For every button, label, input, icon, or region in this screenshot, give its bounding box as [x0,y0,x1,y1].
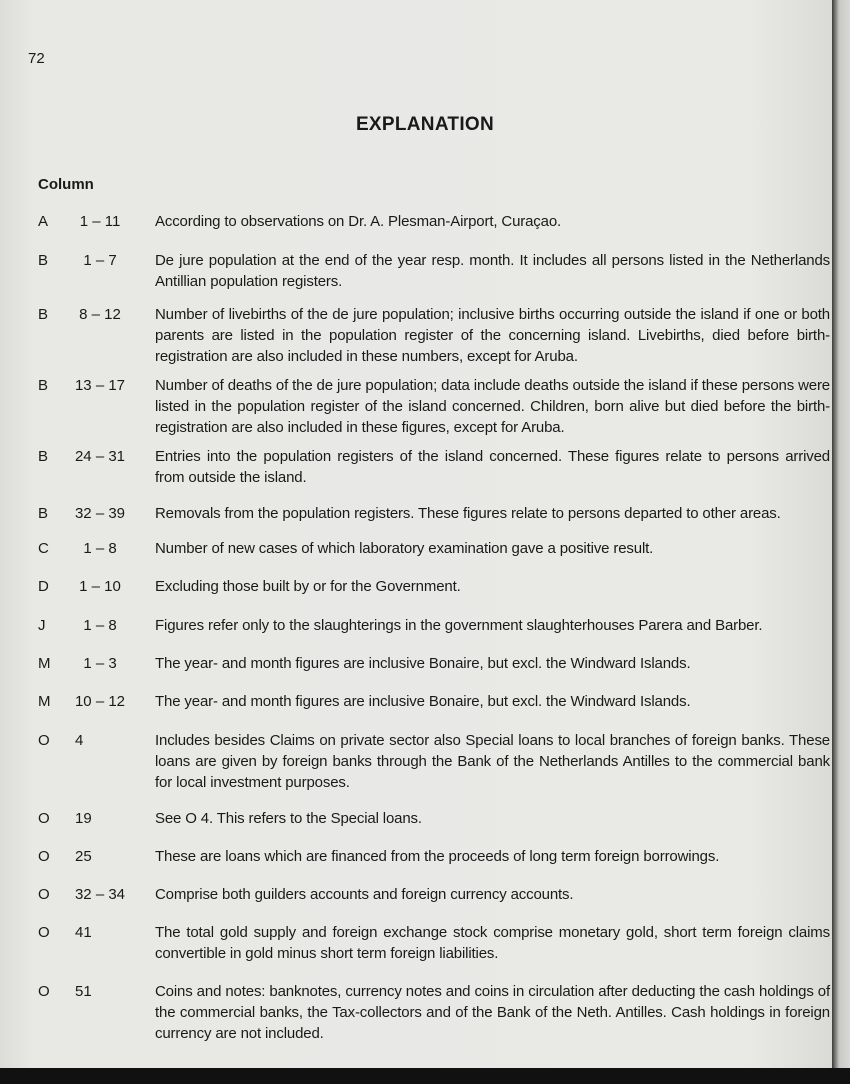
column-range: 1 – 11 [79,213,121,230]
column-range: 32 – 34 [74,886,126,903]
column-letter: O [38,924,50,941]
column-letter: C [38,540,49,557]
column-range: 32 – 39 [74,505,126,522]
column-range: 51 [75,983,92,1000]
explanation-text: The year- and month figures are inclusive Bonaire, but excl. the Windward Islands. [155,655,691,672]
column-letter: B [38,306,49,323]
explanation-text: Number of deaths of the de jure population; data include deaths outside the island if these persons were listed in the population register of the island concerned. Children, born alive but died before the birth-registration are also included in these figures, except for Aruba. [155,377,830,436]
explanation-text: Number of livebirths of the de jure population; inclusive births occurring outside the island if one or both parents are listed in the population register of the concerning island. Livebirths, died before birth-registration are also included in these numbers, except for Aruba. [155,306,830,365]
explanation-text: Number of new cases of which laboratory examination gave a positive result. [155,540,654,557]
column-letter: O [38,810,50,827]
explanation-text: Removals from the population registers. These figures relate to persons departed to other areas. [155,505,781,522]
column-range: 10 – 12 [74,693,126,710]
column-letter: D [38,578,49,595]
column-range: 41 [75,924,92,941]
column-letter: A [38,213,49,230]
column-letter: M [38,655,51,672]
explanation-text: Excluding those built by or for the Government. [155,578,461,595]
scan-border [0,1068,850,1084]
explanation-text: Figures refer only to the slaughterings in the government slaughterhouses Parera and Barber. [155,617,763,634]
column-range: 19 [75,810,92,827]
column-range: 8 – 12 [79,306,121,323]
explanation-text: Entries into the population registers of the island concerned. These figures relate to persons arrived from outside the island. [155,448,830,486]
page-title: EXPLANATION [355,114,495,135]
explanation-text: The total gold supply and foreign exchange stock comprise monetary gold, short term foreign claims convertible in gold minus short term foreign liabilities. [155,924,830,962]
column-letter: O [38,848,50,865]
column-letter: B [38,252,49,269]
column-letter: O [38,732,50,749]
column-letter: M [38,693,51,710]
page-number: 72 [28,50,45,67]
column-letter: O [38,983,50,1000]
column-range: 4 [75,732,84,749]
column-range: 1 – 8 [83,617,117,634]
column-range: 1 – 3 [83,655,117,672]
column-range: 25 [75,848,92,865]
column-range: 1 – 7 [83,252,117,269]
column-range: 24 – 31 [74,448,126,465]
column-range: 1 – 8 [83,540,117,557]
column-header: Column [38,176,94,193]
column-letter: B [38,448,49,465]
next-page-edge [832,0,850,1068]
explanation-text: Comprise both guilders accounts and foreign currency accounts. [155,886,574,903]
column-range: 1 – 10 [79,578,121,595]
explanation-text: According to observations on Dr. A. Plesman-Airport, Curaçao. [155,213,562,230]
explanation-text: De jure population at the end of the year resp. month. It includes all persons listed in the Netherlands Antillian population registers. [155,252,830,290]
column-letter: B [38,505,49,522]
explanation-text: Includes besides Claims on private sector also Special loans to local branches of foreign banks. These loans are given by foreign banks through the Bank of the Netherlands Antilles to the commercial bank for local investment purposes. [155,732,830,791]
explanation-text: Coins and notes: banknotes, currency notes and coins in circulation after deducting the cash holdings of the commercial banks, the Tax-collectors and of the Bank of the Neth. Antilles. Cash holdings in foreign currency are not included. [155,983,830,1042]
column-range: 13 – 17 [74,377,126,394]
explanation-text: See O 4. This refers to the Special loans. [155,810,422,827]
column-letter: B [38,377,49,394]
explanation-text: The year- and month figures are inclusive Bonaire, but excl. the Windward Islands. [155,693,691,710]
column-letter: O [38,886,50,903]
column-letter: J [38,617,46,634]
explanation-text: These are loans which are financed from the proceeds of long term foreign borrowings. [155,848,720,865]
